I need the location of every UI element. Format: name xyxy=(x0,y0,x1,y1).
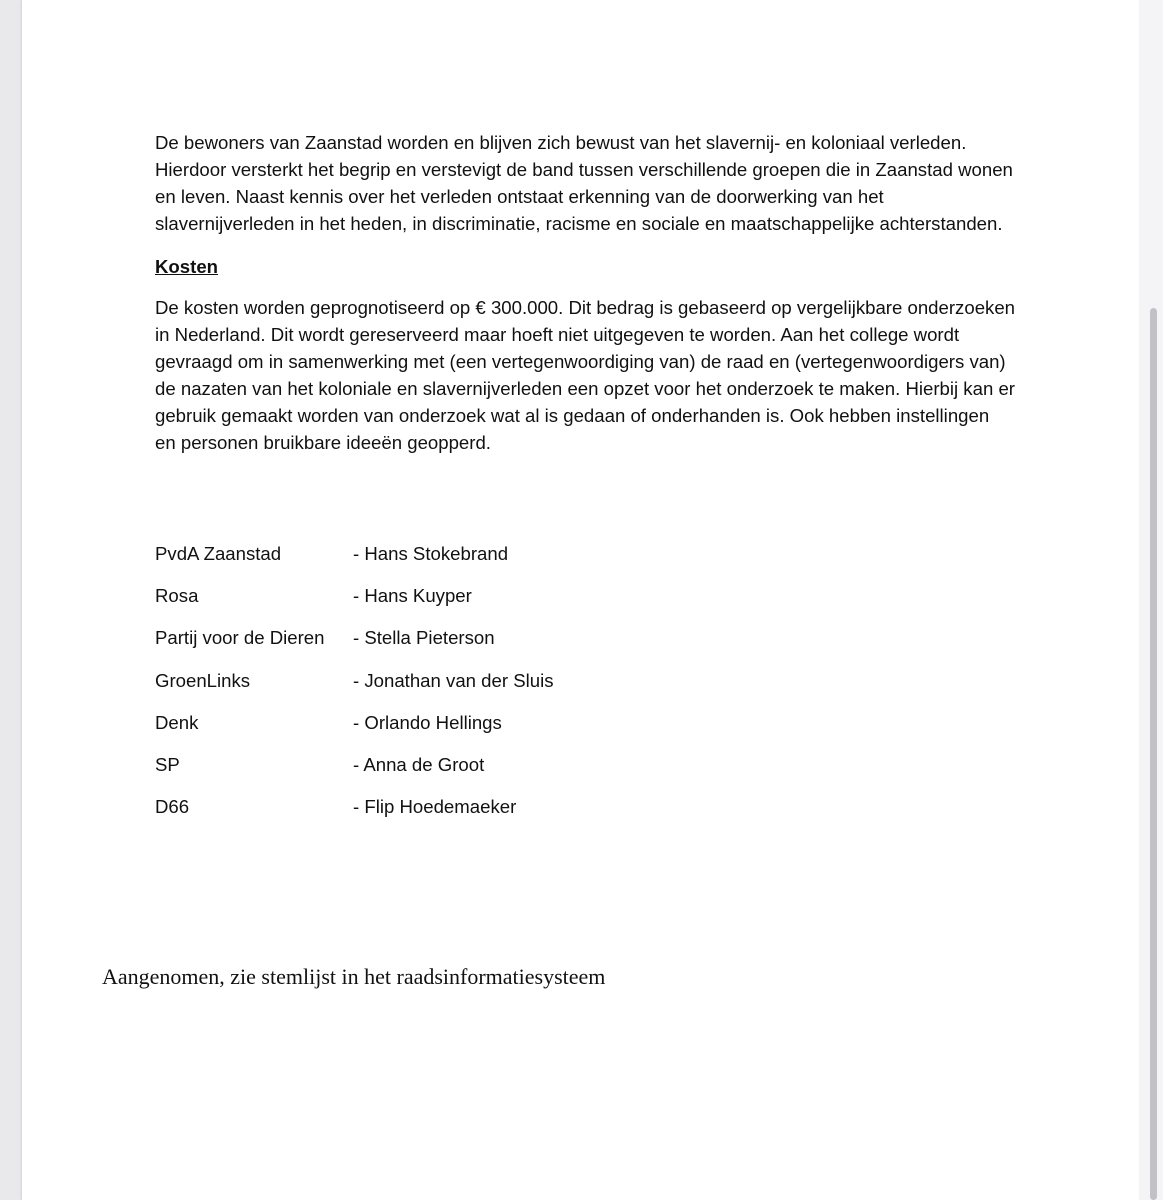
signatory-row xyxy=(155,709,554,751)
signatory-row xyxy=(155,624,554,666)
signatory-party: Rosa xyxy=(155,585,199,607)
signatory-row xyxy=(155,582,554,624)
signatory-party: SP xyxy=(155,753,180,775)
signatory-person: - Orlando Hellings xyxy=(353,711,502,733)
signatory-row xyxy=(155,751,554,793)
intro-paragraph: De bewoners van Zaanstad worden en blijven zich bewust van het slavernij- en koloniaal verleden. Hierdoor versterkt het begrip en verstevigt de band tussen verschillende groepen die in Zaanstad wonen en leven. Naast kennis over het verleden ontstaat erkenning van de doorwerking van het slavernijverleden in het heden, in discriminatie, racisme en sociale en maatschappelijke achterstanden. xyxy=(155,132,1013,234)
signatory-party: Partij voor de Dieren xyxy=(155,627,325,649)
kosten-paragraph: De kosten worden geprognotiseerd op € 300.000. Dit bedrag is gebaseerd op vergelijkbare onderzoeken in Nederland. Dit wordt gereserveerd maar hoeft niet uitgegeven te worden. Aan het college wordt gevraagd om in samenwerking met (een vertegenwoordiging van) de raad en (vertegenwoordigers van) de nazaten van het koloniale en slavernijverleden een opzet voor het onderzoek te maken. Hierbij kan er gebruik gemaakt worden van onderzoek wat al is gedaan of onderhanden is. Ook hebben instellingen en personen bruikbare ideeën geopperd. xyxy=(155,297,1016,453)
signatory-row xyxy=(155,667,554,709)
scrollbar[interactable] xyxy=(1139,0,1163,1200)
scrollbar-thumb[interactable] xyxy=(1150,308,1157,1200)
signatory-person: - Hans Stokebrand xyxy=(353,543,509,564)
signatory-person: - Flip Hoedemaeker xyxy=(353,796,517,818)
signatory-person: - Anna de Groot xyxy=(353,753,485,775)
signatory-person: - Jonathan van der Sluis xyxy=(353,669,554,691)
signatory-party: GroenLinks xyxy=(155,669,251,691)
document-body xyxy=(155,129,1015,456)
signatory-person: - Hans Kuyper xyxy=(353,585,472,607)
signatory-party: Denk xyxy=(155,711,199,733)
kosten-heading: Kosten xyxy=(155,256,219,277)
adoption-note: Aangenomen, zie stemlijst in het raadsinformatiesysteem xyxy=(102,964,606,989)
signatory-person: - Stella Pieterson xyxy=(353,627,495,649)
signatory-party: PvdA Zaanstad xyxy=(155,543,282,564)
signatory-row xyxy=(155,540,554,582)
signatories-list xyxy=(155,540,554,835)
signatory-party: D66 xyxy=(155,796,190,818)
signatory-row xyxy=(155,793,554,835)
